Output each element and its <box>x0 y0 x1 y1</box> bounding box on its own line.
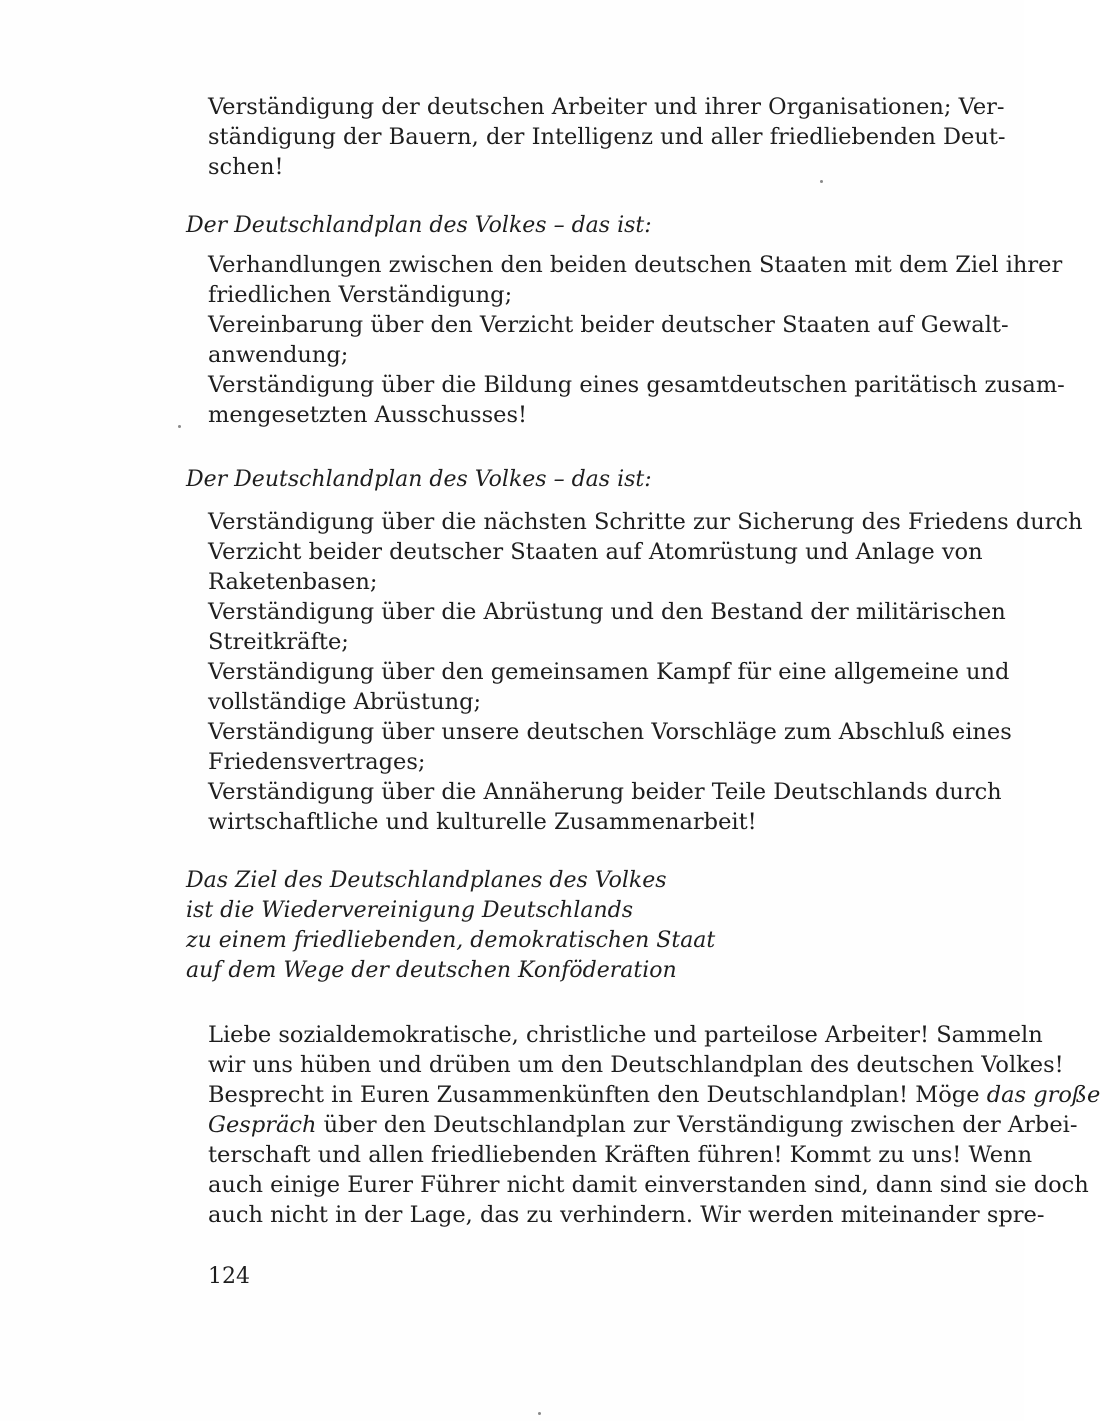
list-line: vollständige Abrüstung; <box>208 689 482 715</box>
list-line: wirtschaftliche und kulturelle Zusammenarbeit! <box>208 809 757 835</box>
page-number: 124 <box>208 1264 250 1289</box>
goal-line: zu einem friedliebenden, demokratischen Staat <box>186 928 716 953</box>
list-line: Friedensvertrages; <box>208 749 426 775</box>
list-line: Verständigung über die Bildung eines gesamtdeutschen paritätisch zusam- <box>208 372 1065 398</box>
list-line: friedlichen Verständigung; <box>208 282 513 308</box>
list-line: mengesetzten Ausschusses! <box>208 402 528 428</box>
goal-line: Das Ziel des Deutschlandplanes des Volkes <box>186 868 667 893</box>
scan-speck <box>820 180 823 183</box>
list-line: Verständigung über die Abrüstung und den Bestand der militärischen <box>208 599 1006 625</box>
list-line: Raketenbasen; <box>208 569 378 595</box>
closing-line: wir uns hüben und drüben um den Deutschlandplan des deutschen Volkes! <box>208 1052 1064 1078</box>
closing-line: auch einige Eurer Führer nicht damit einverstanden sind, dann sind sie doch <box>208 1172 1089 1198</box>
scan-speck <box>178 425 181 428</box>
intro-line: ständigung der Bauern, der Intelligenz und aller friedliebenden Deut- <box>208 124 1006 150</box>
closing-line <box>208 1110 1078 1140</box>
section1-list <box>208 250 1065 430</box>
scan-speck <box>538 1412 541 1415</box>
list-line: anwendung; <box>208 342 349 368</box>
intro-line: schen! <box>208 154 284 180</box>
closing-line: terschaft und allen friedliebenden Kräften führen! Kommt zu uns! Wenn <box>208 1142 1033 1168</box>
section1-heading: Der Deutschlandplan des Volkes – das ist: <box>186 213 652 238</box>
closing-line: Liebe sozialdemokratische, christliche und parteilose Arbeiter! Sammeln <box>208 1022 1043 1048</box>
closing-text: über den Deutschlandplan zur Verständigung zwischen der Arbei- <box>323 1112 1078 1138</box>
closing-text: Besprecht in Euren Zusammenkünften den Deutschlandplan! Möge <box>208 1082 980 1108</box>
list-line: Verständigung über unsere deutschen Vorschläge zum Abschluß eines <box>208 719 1012 745</box>
goal-line: auf dem Wege der deutschen Konföderation <box>186 958 677 983</box>
list-line: Streitkräfte; <box>208 629 349 655</box>
closing-line <box>208 1080 1100 1110</box>
section2-heading: Der Deutschlandplan des Volkes – das ist: <box>186 467 652 492</box>
closing-paragraph <box>208 1020 1100 1230</box>
emphasis-text: das große <box>986 1082 1100 1108</box>
section2-list <box>208 507 1083 837</box>
list-line: Verhandlungen zwischen den beiden deutschen Staaten mit dem Ziel ihrer <box>208 252 1063 278</box>
intro-line: Verständigung der deutschen Arbeiter und ihrer Organisationen; Ver- <box>208 94 1005 120</box>
list-line: Verzicht beider deutscher Staaten auf Atomrüstung und Anlage von <box>208 539 983 565</box>
goal-line: ist die Wiedervereinigung Deutschlands <box>186 898 634 923</box>
list-line: Verständigung über die nächsten Schritte zur Sicherung des Friedens durch <box>208 509 1083 535</box>
list-line: Verständigung über die Annäherung beider Teile Deutschlands durch <box>208 779 1002 805</box>
list-line: Vereinbarung über den Verzicht beider deutscher Staaten auf Gewalt- <box>208 312 1009 338</box>
closing-line: auch nicht in der Lage, das zu verhindern. Wir werden miteinander spre- <box>208 1202 1045 1228</box>
list-line: Verständigung über den gemeinsamen Kampf für eine allgemeine und <box>208 659 1010 685</box>
goal-statement <box>186 866 786 986</box>
intro-paragraph <box>208 92 1006 182</box>
emphasis-text: Gespräch <box>208 1112 317 1138</box>
